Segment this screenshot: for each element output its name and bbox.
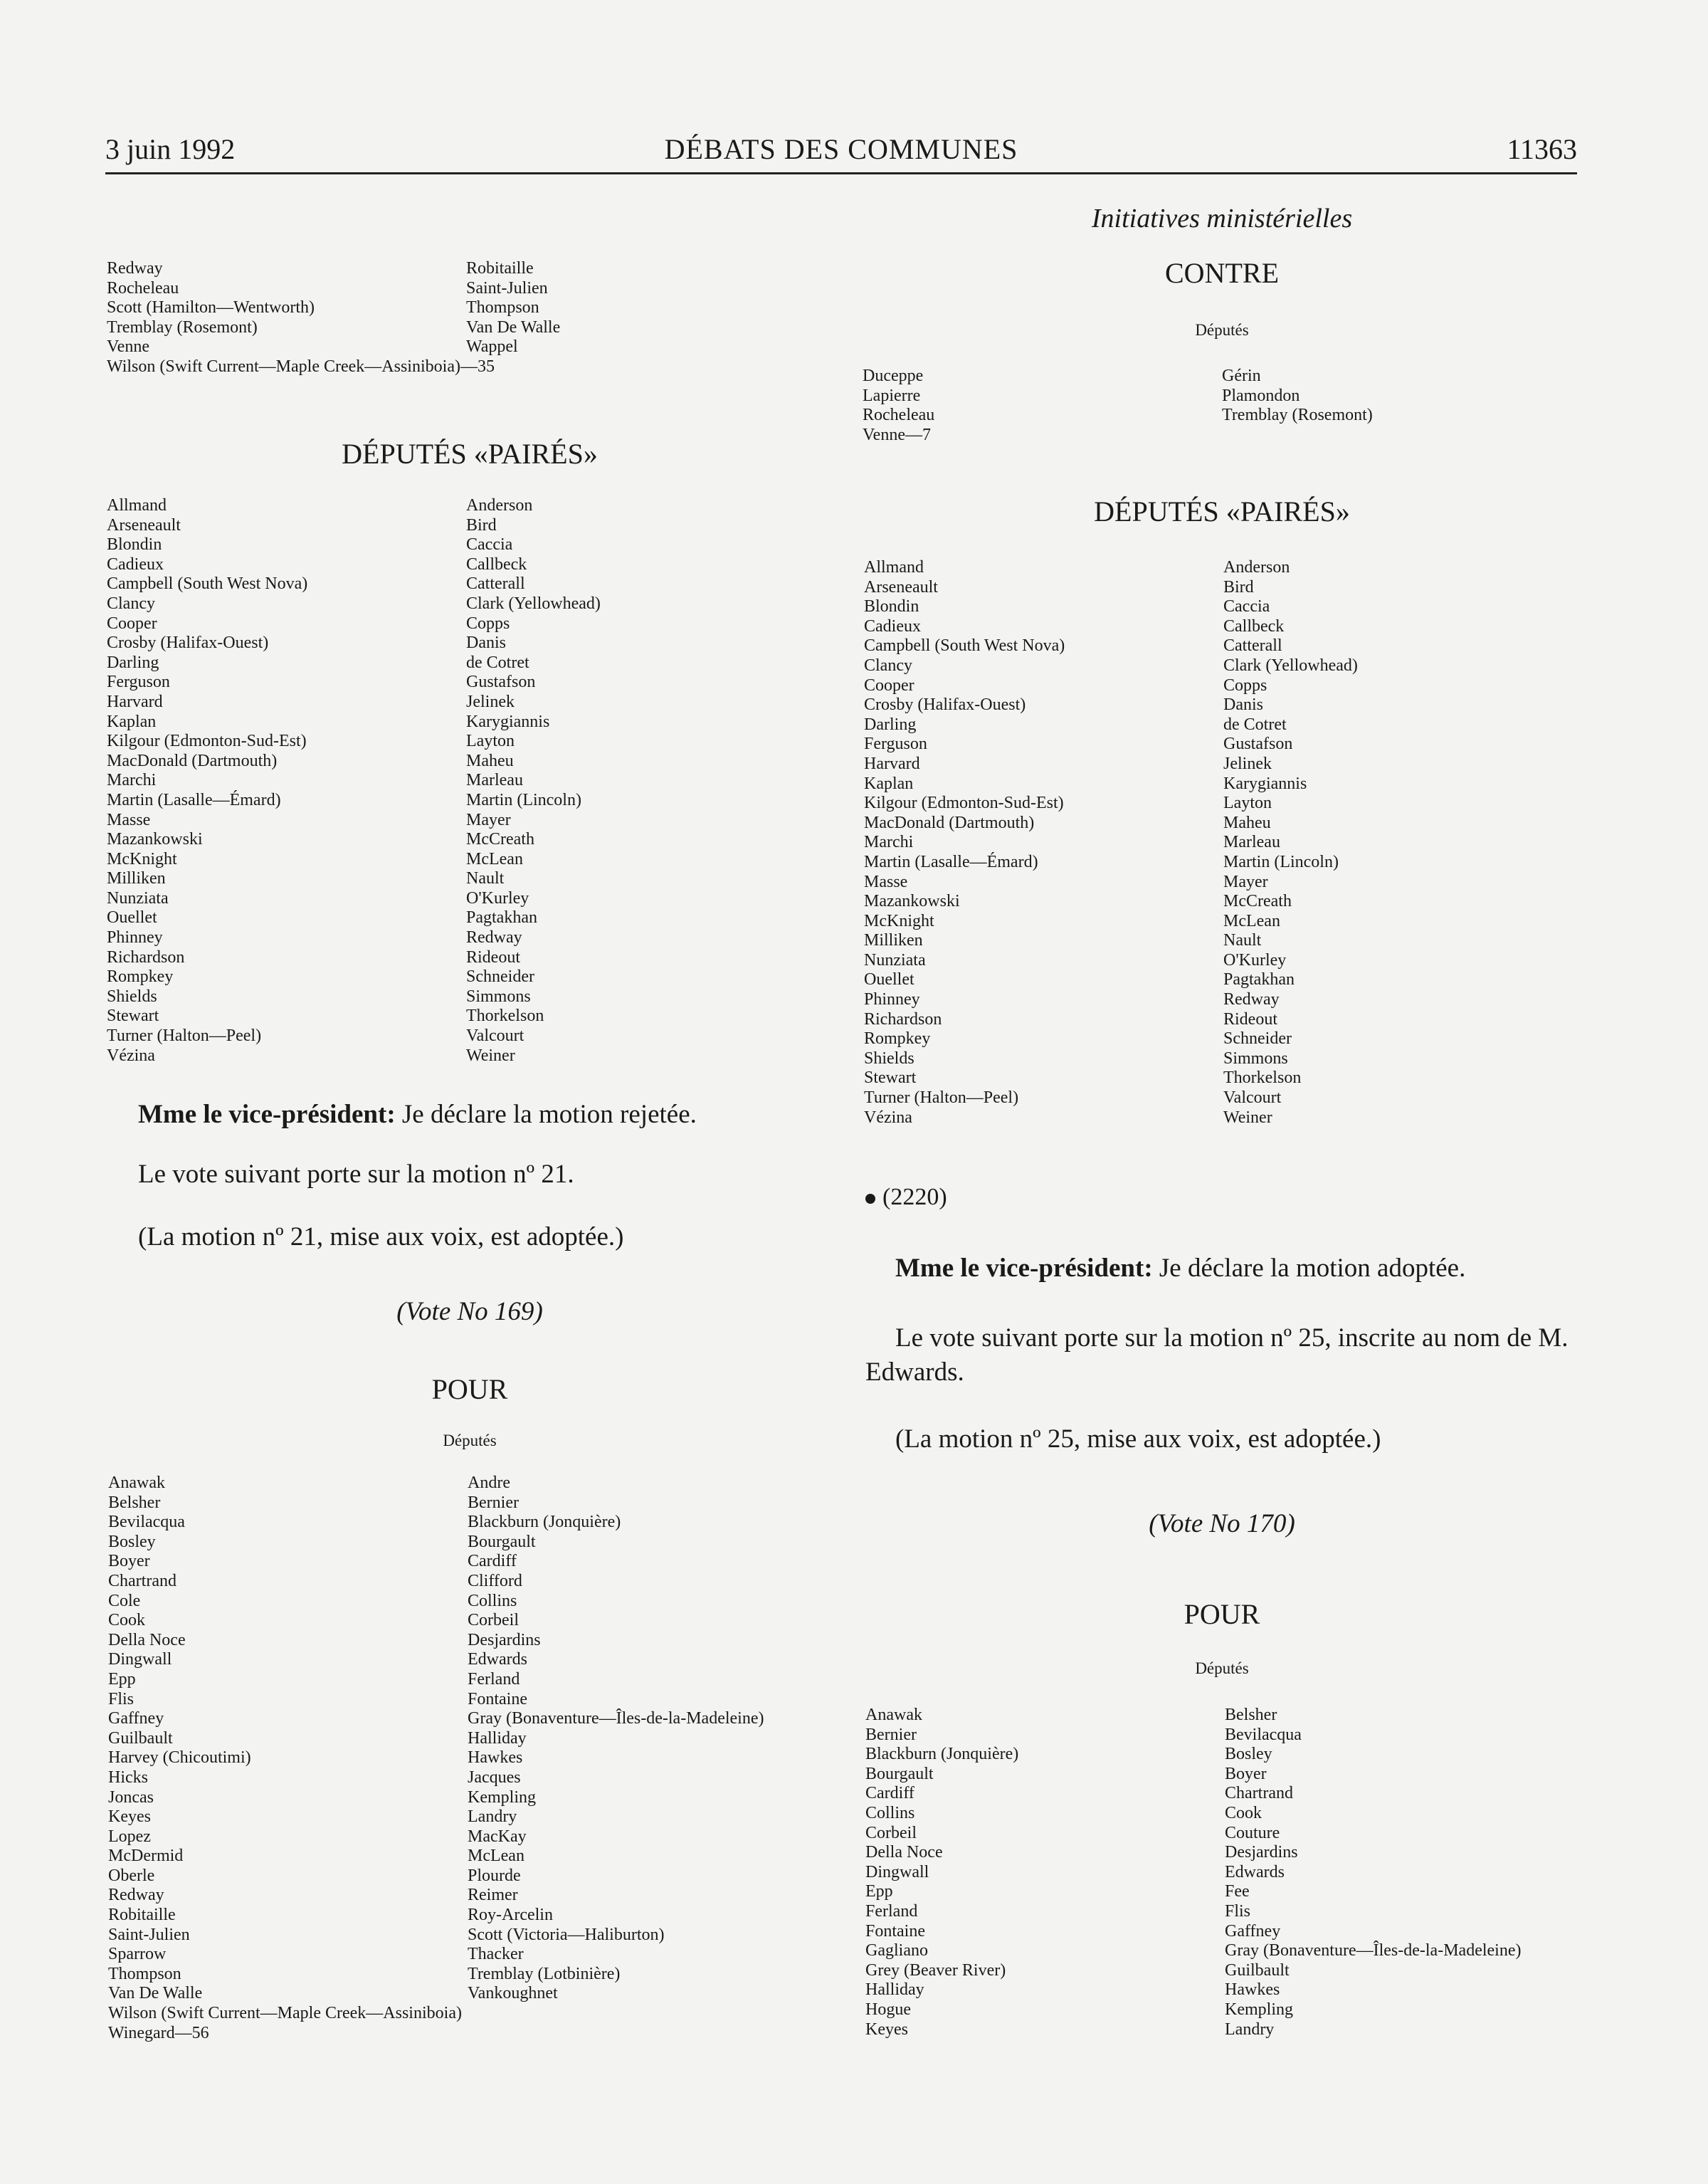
member-name: Milliken <box>107 869 166 888</box>
member-name: Corbeil <box>468 1611 519 1630</box>
member-name: Couture <box>1225 1823 1280 1842</box>
member-name: Redway <box>1223 990 1280 1009</box>
member-name: Kempling <box>1225 2000 1293 2019</box>
name-list-col2 <box>1222 367 1581 445</box>
member-name: Allmand <box>107 496 167 515</box>
member-name: Phinney <box>864 990 920 1009</box>
member-name: Gustafson <box>1223 735 1293 754</box>
member-name: Fontaine <box>865 1921 925 1941</box>
member-name: Bernier <box>865 1725 917 1744</box>
member-name: Campbell (South West Nova) <box>864 636 1065 656</box>
member-name: Harvey (Chicoutimi) <box>108 1748 251 1768</box>
member-name: Tremblay (Rosemont) <box>107 317 258 337</box>
member-name: Marchi <box>107 771 157 790</box>
member-name: Turner (Halton—Peel) <box>864 1088 1019 1108</box>
member-name: Bosley <box>108 1532 156 1551</box>
member-name: Marleau <box>1223 833 1280 852</box>
name-list-col1 <box>863 367 1222 445</box>
left-speaker-statement <box>138 1098 697 1132</box>
member-name: Scott (Victoria—Haliburton) <box>468 1925 665 1944</box>
member-name: Marleau <box>466 771 523 790</box>
member-name: Venne—7 <box>863 425 931 444</box>
member-name: Della Noce <box>108 1630 186 1649</box>
member-name: Scott (Hamilton—Wentworth) <box>107 298 315 317</box>
member-name: Catterall <box>1223 636 1282 656</box>
member-name: Cook <box>1225 1803 1262 1822</box>
member-name: Van De Walle <box>466 317 561 337</box>
member-name: Martin (Lincoln) <box>1223 852 1339 871</box>
member-name: Kaplan <box>107 712 157 731</box>
member-name: Bevilacqua <box>1225 1725 1302 1744</box>
member-name: Jelinek <box>466 692 515 711</box>
member-name: Bernier <box>468 1493 519 1512</box>
left-vote-number: (Vote No 169) <box>396 1297 543 1326</box>
left-paired-title: DÉPUTÉS «PAIRÉS» <box>342 438 598 470</box>
speaker-text: Je déclare la motion adoptée. <box>1152 1254 1466 1283</box>
member-name: Kempling <box>468 1787 536 1807</box>
member-name: Anawak <box>865 1706 922 1724</box>
member-name: Arseneault <box>107 515 181 535</box>
member-name: Collins <box>865 1803 915 1822</box>
member-name: McKnight <box>864 911 934 930</box>
member-name: Desjardins <box>468 1630 541 1649</box>
member-name: McLean <box>468 1847 524 1866</box>
member-name: Crosby (Halifax-Ouest) <box>864 695 1026 715</box>
right-next-vote: Le vote suivant porte sur la motion nº 25, inscrite au nom de M. Edwards. <box>865 1323 1569 1387</box>
member-name: Ferguson <box>864 735 927 754</box>
member-name: Thacker <box>468 1945 524 1964</box>
member-name: Saint-Julien <box>466 278 548 298</box>
member-name: de Cotret <box>466 653 529 672</box>
left-paired-list <box>107 496 826 1066</box>
member-name: Boyer <box>1225 1764 1267 1783</box>
member-name: Ferland <box>468 1669 520 1689</box>
member-name: Catterall <box>466 574 525 594</box>
member-name: Masse <box>864 872 908 891</box>
member-name: Clark (Yellowhead) <box>1223 656 1358 675</box>
member-name: Gustafson <box>466 673 536 692</box>
member-name: Simmons <box>466 987 531 1006</box>
member-name: Stewart <box>864 1069 917 1088</box>
member-name: Tremblay (Lotbinière) <box>468 1964 621 1983</box>
member-name: Van De Walle <box>108 1984 203 2003</box>
member-name: Mayer <box>466 810 511 829</box>
member-name: Saint-Julien <box>108 1925 190 1944</box>
member-name: Vankoughnet <box>468 1984 558 2003</box>
left-top-name-list <box>107 259 826 377</box>
time-marker <box>865 1180 947 1214</box>
member-name: Guilbault <box>108 1728 173 1748</box>
member-name: Layton <box>1223 794 1272 813</box>
member-name: Weiner <box>1223 1108 1272 1127</box>
member-name: Blackburn (Jonquière) <box>865 1745 1019 1764</box>
left-motion-result: (La motion nº 21, mise aux voix, est adoptée.) <box>138 1222 624 1251</box>
member-name: Keyes <box>865 2020 908 2039</box>
member-name: McLean <box>1223 911 1280 930</box>
member-name: Edwards <box>1225 1862 1285 1881</box>
member-name: Gray (Bonaventure—Îles-de-la-Madeleine) <box>1225 1941 1522 1960</box>
member-name: Ferguson <box>107 673 170 692</box>
name-list-col1 <box>107 496 466 1066</box>
member-name: Copps <box>466 614 510 633</box>
member-name: Arseneault <box>864 577 938 597</box>
member-name: Maheu <box>1223 813 1271 832</box>
member-name: Hawkes <box>468 1748 523 1768</box>
member-name: Nunziata <box>864 950 926 970</box>
member-name: Andre <box>468 1474 510 1492</box>
member-name: Jacques <box>468 1768 521 1787</box>
member-name: Caccia <box>1223 597 1270 616</box>
member-name: Tremblay (Rosemont) <box>1222 406 1373 425</box>
member-name: MacDonald (Dartmouth) <box>107 751 278 770</box>
member-name: Halliday <box>468 1728 527 1748</box>
member-name: Blackburn (Jonquière) <box>468 1513 621 1532</box>
member-name: Clark (Yellowhead) <box>466 594 601 613</box>
name-list-col1 <box>108 1474 468 2043</box>
member-name: Allmand <box>864 558 924 577</box>
member-name: Della Noce <box>865 1843 943 1862</box>
member-name: Vézina <box>864 1108 912 1127</box>
member-name: Blondin <box>107 535 162 555</box>
member-name: Thorkelson <box>466 1007 544 1026</box>
vote-number-text: Vote No 169 <box>405 1297 534 1326</box>
member-name: Gérin <box>1222 367 1261 385</box>
member-name: Redway <box>466 928 522 947</box>
right-motion-result: (La motion nº 25, mise aux voix, est adoptée.) <box>895 1424 1381 1454</box>
member-name: Crosby (Halifax-Ouest) <box>107 634 269 653</box>
member-name: Ouellet <box>864 970 914 989</box>
member-name: Callbeck <box>466 555 527 574</box>
member-name: McLean <box>466 849 523 868</box>
member-name: Wilson (Swift Current—Maple Creek—Assiniboia)—35 <box>107 357 495 376</box>
member-name: Thompson <box>108 1964 181 1983</box>
right-contre-list <box>863 367 1581 445</box>
member-name: Jelinek <box>1223 754 1272 773</box>
name-list-col2 <box>1225 1706 1584 2039</box>
member-name: Landry <box>468 1807 517 1827</box>
member-name: Rideout <box>1223 1009 1277 1029</box>
member-name: Sparrow <box>108 1945 167 1964</box>
member-name: Robitaille <box>108 1906 176 1925</box>
member-name: Clancy <box>864 656 912 675</box>
member-name: Thompson <box>466 298 539 317</box>
member-name: Maheu <box>466 751 514 770</box>
member-name: Plourde <box>468 1866 521 1885</box>
member-name: Reimer <box>468 1886 518 1905</box>
member-name: Hicks <box>108 1768 148 1787</box>
member-name: Duceppe <box>863 367 924 385</box>
member-name: O'Kurley <box>466 888 529 908</box>
member-name: Stewart <box>107 1007 159 1026</box>
right-deputes-label: Députés <box>1195 321 1249 339</box>
member-name: Milliken <box>864 931 923 950</box>
member-name: Pagtakhan <box>1223 970 1295 989</box>
member-name: Danis <box>466 634 506 653</box>
member-name: Rideout <box>466 947 520 967</box>
bullet-icon <box>865 1194 875 1204</box>
member-name: McCreath <box>1223 892 1292 911</box>
member-name: Kilgour (Edmonton-Sud-Est) <box>864 794 1064 813</box>
member-name: Caccia <box>466 535 513 555</box>
left-deputes-label: Députés <box>443 1432 497 1449</box>
left-pour-title: POUR <box>431 1373 508 1405</box>
member-name: Wappel <box>466 337 518 357</box>
member-name: Plamondon <box>1222 386 1300 405</box>
member-name: Joncas <box>108 1787 154 1807</box>
member-name: McKnight <box>107 849 177 868</box>
member-name: Mazankowski <box>107 830 203 849</box>
name-list-col2 <box>466 496 826 1066</box>
member-name: Cooper <box>864 676 914 695</box>
member-name: Belsher <box>1225 1706 1277 1724</box>
member-name: Mayer <box>1223 872 1268 891</box>
right-pour-title: POUR <box>1184 1598 1260 1630</box>
member-name: Masse <box>107 810 151 829</box>
member-name: Hawkes <box>1225 1980 1280 2000</box>
member-name: Flis <box>1225 1901 1251 1921</box>
member-name: Chartrand <box>108 1571 176 1590</box>
member-name: Rocheleau <box>863 406 935 425</box>
member-name: Martin (Lasalle—Émard) <box>864 852 1038 871</box>
member-name: Karygiannis <box>466 712 550 731</box>
member-name: Guilbault <box>1225 1960 1290 1980</box>
member-name: Danis <box>1223 695 1263 715</box>
member-name: Valcourt <box>466 1027 524 1046</box>
member-name: Cook <box>108 1611 146 1630</box>
member-name: Bosley <box>1225 1745 1272 1764</box>
right-paired-title: DÉPUTÉS «PAIRÉS» <box>1094 495 1350 527</box>
time-marker-text: (2220) <box>882 1184 947 1210</box>
member-name: Hogue <box>865 2000 911 2019</box>
member-name: Layton <box>466 732 515 751</box>
member-name: Ouellet <box>107 908 157 928</box>
member-name: Fee <box>1225 1882 1250 1901</box>
left-next-vote: Le vote suivant porte sur la motion nº 21. <box>138 1160 574 1189</box>
member-name: Lapierre <box>863 386 921 405</box>
member-name: Copps <box>1223 676 1267 695</box>
right-pour-list <box>865 1706 1584 2039</box>
member-name: Edwards <box>468 1650 527 1669</box>
right-pour-deputes-label: Députés <box>1195 1659 1249 1677</box>
member-name: Boyer <box>108 1552 150 1571</box>
name-list-col2 <box>466 259 826 377</box>
member-name: Vézina <box>107 1046 155 1065</box>
member-name: Bevilacqua <box>108 1513 185 1532</box>
member-name: Darling <box>107 653 159 672</box>
member-name: Cadieux <box>107 555 164 574</box>
member-name: Bird <box>1223 577 1254 597</box>
member-name: MacKay <box>468 1827 527 1846</box>
right-contre-title: CONTRE <box>1165 257 1279 289</box>
member-name: Harvard <box>107 692 163 711</box>
member-name: Kaplan <box>864 774 914 793</box>
page-header <box>105 128 1577 174</box>
member-name: Bourgault <box>468 1532 536 1551</box>
member-name: Schneider <box>1223 1029 1292 1049</box>
member-name: Valcourt <box>1223 1088 1282 1108</box>
left-pour-list <box>108 1474 827 2043</box>
member-name: Gaffney <box>108 1709 164 1728</box>
member-name: Simmons <box>1223 1049 1288 1068</box>
member-name: Richardson <box>107 947 185 967</box>
member-name: Callbeck <box>1223 616 1285 636</box>
member-name: Venne <box>107 337 149 357</box>
name-list-col2 <box>1223 558 1583 1128</box>
member-name: Darling <box>864 715 917 734</box>
member-name: Rompkey <box>864 1029 931 1049</box>
member-name: Pagtakhan <box>466 908 537 928</box>
member-name: Keyes <box>108 1807 151 1827</box>
member-name: Dingwall <box>865 1862 929 1881</box>
member-name: Roy-Arcelin <box>468 1906 553 1925</box>
member-name: Martin (Lincoln) <box>466 790 581 809</box>
member-name: Oberle <box>108 1866 155 1885</box>
member-name: Flis <box>108 1689 135 1708</box>
member-name: Cardiff <box>865 1784 914 1803</box>
member-name: Winegard—56 <box>108 2023 209 2042</box>
member-name: Cole <box>108 1591 141 1610</box>
member-name: O'Kurley <box>1223 950 1287 970</box>
member-name: Turner (Halton—Peel) <box>107 1027 262 1046</box>
member-name: MacDonald (Dartmouth) <box>864 813 1035 832</box>
member-name: Schneider <box>466 967 534 987</box>
vote-number-text: Vote No 170 <box>1157 1509 1287 1538</box>
member-name: Marchi <box>864 833 914 852</box>
member-name: Harvard <box>864 754 920 773</box>
member-name: Fontaine <box>468 1689 527 1708</box>
member-name: Lopez <box>108 1827 151 1846</box>
member-name: Shields <box>864 1049 914 1068</box>
member-name: Rompkey <box>107 967 174 987</box>
member-name: Anawak <box>108 1474 165 1492</box>
speaker-label: Mme le vice-président: <box>138 1100 396 1129</box>
member-name: Ferland <box>865 1901 918 1921</box>
member-name: Kilgour (Edmonton-Sud-Est) <box>107 732 307 751</box>
member-name: Robitaille <box>466 259 534 278</box>
member-name: Gaffney <box>1225 1921 1281 1941</box>
member-name: Desjardins <box>1225 1843 1298 1862</box>
member-name: Grey (Beaver River) <box>865 1960 1006 1980</box>
member-name: Clancy <box>107 594 155 613</box>
speaker-label: Mme le vice-président: <box>895 1254 1153 1283</box>
member-name: Bird <box>466 515 497 535</box>
member-name: Cadieux <box>864 616 921 636</box>
member-name: Cardiff <box>468 1552 517 1571</box>
member-name: Belsher <box>108 1493 161 1512</box>
member-name: McCreath <box>466 830 534 849</box>
name-list-col1 <box>864 558 1223 1128</box>
member-name: Nault <box>466 869 505 888</box>
member-name: Blondin <box>864 597 919 616</box>
right-paired-list <box>864 558 1583 1128</box>
header-title: DÉBATS DES COMMUNES <box>664 133 1018 165</box>
member-name: Bourgault <box>865 1764 934 1783</box>
member-name: Nault <box>1223 931 1262 950</box>
member-name: Anderson <box>1223 558 1290 577</box>
member-name: Cooper <box>107 614 157 633</box>
right-vote-number: (Vote No 170) <box>1149 1509 1295 1538</box>
member-name: Campbell (South West Nova) <box>107 574 308 594</box>
member-name: McDermid <box>108 1847 184 1866</box>
member-name: Richardson <box>864 1009 942 1029</box>
name-list-col1 <box>865 1706 1225 2039</box>
member-name: Martin (Lasalle—Émard) <box>107 790 281 809</box>
member-name: Rocheleau <box>107 278 179 298</box>
member-name: Landry <box>1225 2020 1275 2039</box>
member-name: Nunziata <box>107 888 169 908</box>
member-name: Gray (Bonaventure—Îles-de-la-Madeleine) <box>468 1709 764 1728</box>
speaker-text: Je déclare la motion rejetée. <box>395 1100 697 1129</box>
member-name: Epp <box>865 1882 893 1901</box>
member-name: Phinney <box>107 928 163 947</box>
member-name: Corbeil <box>865 1823 917 1842</box>
member-name: Redway <box>108 1886 164 1905</box>
member-name: Weiner <box>466 1046 515 1065</box>
name-list-col2 <box>468 1474 827 2043</box>
header-date: 3 juin 1992 <box>105 133 236 165</box>
member-name: Shields <box>107 987 157 1006</box>
member-name: Clifford <box>468 1571 522 1590</box>
member-name: Karygiannis <box>1223 774 1307 793</box>
member-name: Chartrand <box>1225 1784 1293 1803</box>
member-name: Dingwall <box>108 1650 172 1669</box>
member-name: Mazankowski <box>864 892 960 911</box>
right-speaker-statement <box>895 1251 1465 1286</box>
member-name: Epp <box>108 1669 136 1689</box>
member-name: Collins <box>468 1591 517 1610</box>
member-name: Anderson <box>466 496 533 515</box>
header-page-number: 11363 <box>1507 133 1577 165</box>
member-name: Gagliano <box>865 1941 928 1960</box>
member-name: Thorkelson <box>1223 1069 1302 1088</box>
running-head: Initiatives ministérielles <box>1091 204 1353 233</box>
member-name: de Cotret <box>1223 715 1287 734</box>
member-name: Redway <box>107 259 163 278</box>
member-name: Wilson (Swift Current—Maple Creek—Assiniboia) <box>108 2004 462 2023</box>
member-name: Halliday <box>865 1980 924 2000</box>
